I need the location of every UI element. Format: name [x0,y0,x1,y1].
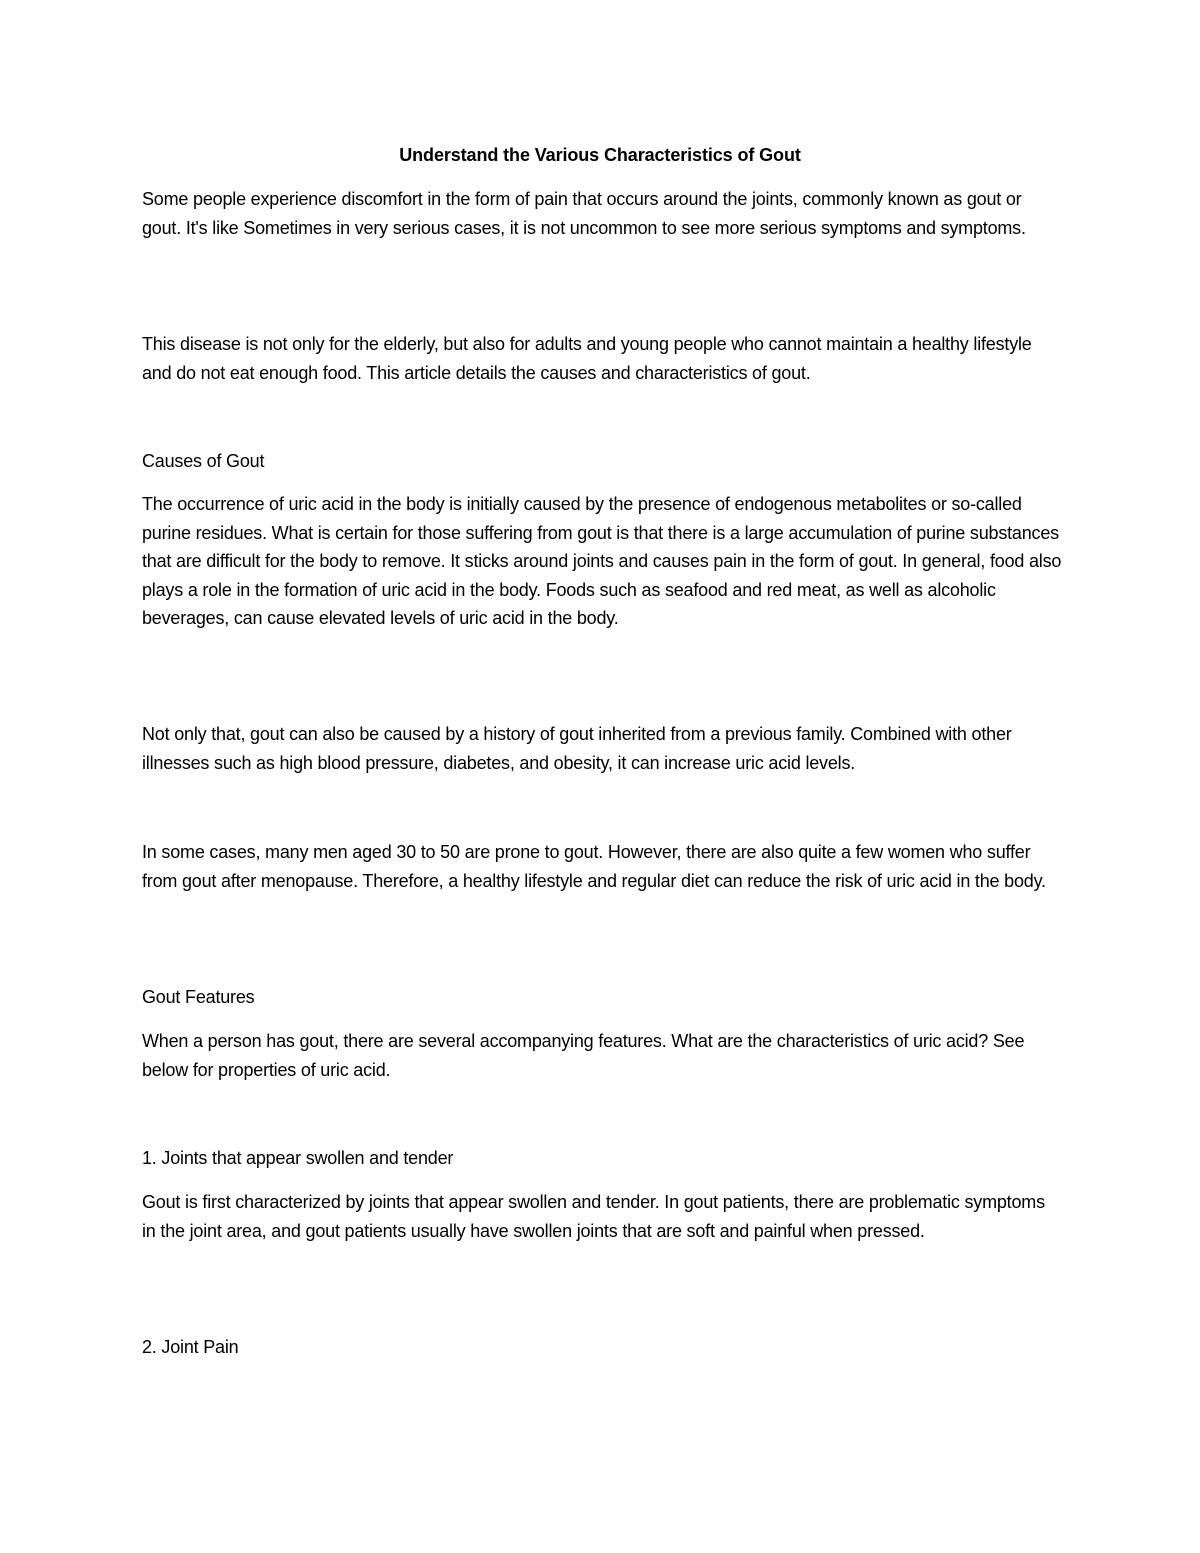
features-heading: Gout Features [142,987,255,1007]
features-paragraph: When a person has gout, there are several accompanying features. What are the characteristics of uric acid? See below for properties of uric acid. [142,1031,1025,1080]
feature-1-heading: 1. Joints that appear swollen and tender [142,1148,454,1168]
causes-paragraph-2: Not only that, gout can also be caused by a history of gout inherited from a previous family. Combined with other illnesses such as high blood pressure, diabetes, and obesity, it can increase uric acid levels. [142,724,1012,773]
intro-paragraph-1: Some people experience discomfort in the form of pain that occurs around the joints, commonly known as gout or gout. It's like Sometimes in very serious cases, it is not uncommon to see more serious symptoms and symptoms. [142,189,1026,238]
causes-heading: Causes of Gout [142,451,265,471]
causes-paragraph-1: The occurrence of uric acid in the body is initially caused by the presence of endogenous metabolites or so-called purine residues. What is certain for those suffering from gout is that there is a large accumulation of purine substances that are difficult for the body to remove. It sticks around joints and causes pain in the form of gout. In general, food also plays a role in the formation of uric acid in the body. Foods such as seafood and red meat, as well as alcoholic beverages, can cause elevated levels of uric acid in the body. [142,494,1062,628]
feature-2-heading: 2. Joint Pain [142,1337,239,1357]
document-title: Understand the Various Characteristics of Gout [399,145,801,165]
intro-paragraph-2: This disease is not only for the elderly, but also for adults and young people who cannot maintain a healthy lifestyle and do not eat enough food. This article details the causes and characteristics of gout. [142,334,1032,383]
causes-paragraph-3: In some cases, many men aged 30 to 50 are prone to gout. However, there are also quite a few women who suffer from gout after menopause. Therefore, a healthy lifestyle and regular diet can reduce the risk of uric acid in the body. [142,842,1046,891]
feature-1-paragraph: Gout is first characterized by joints that appear swollen and tender. In gout patients, there are problematic symptoms in the joint area, and gout patients usually have swollen joints that are soft and painful when pressed. [142,1192,1045,1241]
